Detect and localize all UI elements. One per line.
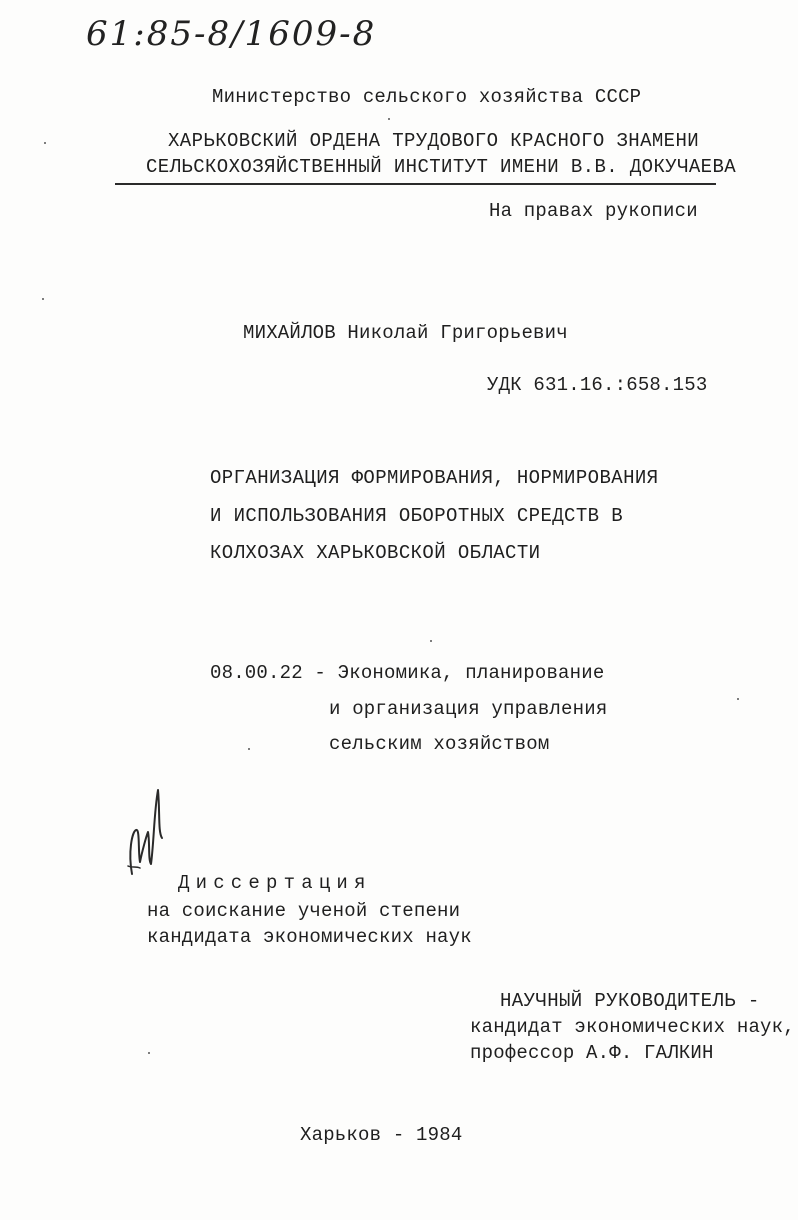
title-line-2: И ИСПОЛЬЗОВАНИЯ ОБОРОТНЫХ СРЕДСТВ В	[210, 505, 624, 527]
dissertation-heading: Диссертация	[178, 872, 372, 894]
supervisor-line-1: НАУЧНЫЙ РУКОВОДИТЕЛЬ -	[500, 990, 760, 1012]
scan-speck	[148, 1052, 150, 1054]
scan-speck	[44, 142, 46, 144]
dissertation-line-2: на соискание ученой степени	[147, 900, 461, 922]
dissertation-line-3: кандидата экономических наук	[147, 926, 472, 948]
scan-speck	[388, 118, 390, 120]
institute-line-1: ХАРЬКОВСКИЙ ОРДЕНА ТРУДОВОГО КРАСНОГО ЗНАМЕНИ	[168, 130, 700, 152]
place-and-year: Харьков - 1984	[300, 1124, 463, 1146]
handwritten-signature	[118, 782, 174, 882]
specialty-line-3: сельским хозяйством	[329, 733, 550, 755]
supervisor-line-3: профессор А.Ф. ГАЛКИН	[470, 1042, 714, 1064]
scan-speck	[42, 298, 44, 300]
specialty-code-line: 08.00.22 - Экономика, планирование	[210, 662, 605, 684]
header-divider	[115, 183, 716, 185]
manuscript-note: На правах рукописи	[489, 200, 698, 222]
scan-speck	[248, 748, 250, 750]
scan-speck	[737, 698, 739, 700]
title-line-1: ОРГАНИЗАЦИЯ ФОРМИРОВАНИЯ, НОРМИРОВАНИЯ	[210, 467, 659, 489]
specialty-line-2: и организация управления	[329, 698, 608, 720]
supervisor-line-2: кандидат экономических наук,	[470, 1016, 795, 1038]
scan-speck	[430, 640, 432, 642]
archive-mark-handwritten: 61:85-8/1609-8	[86, 14, 377, 54]
institute-line-2: СЕЛЬСКОХОЗЯЙСТВЕННЫЙ ИНСТИТУТ ИМЕНИ В.В. ДОКУЧАЕВА	[146, 156, 737, 178]
udk-code: УДК 631.16.:658.153	[487, 374, 708, 396]
author-name: МИХАЙЛОВ Николай Григорьевич	[243, 322, 568, 344]
title-line-3: КОЛХОЗАХ ХАРЬКОВСКОЙ ОБЛАСТИ	[210, 542, 541, 564]
ministry-line: Министерство сельского хозяйства СССР	[212, 86, 642, 108]
